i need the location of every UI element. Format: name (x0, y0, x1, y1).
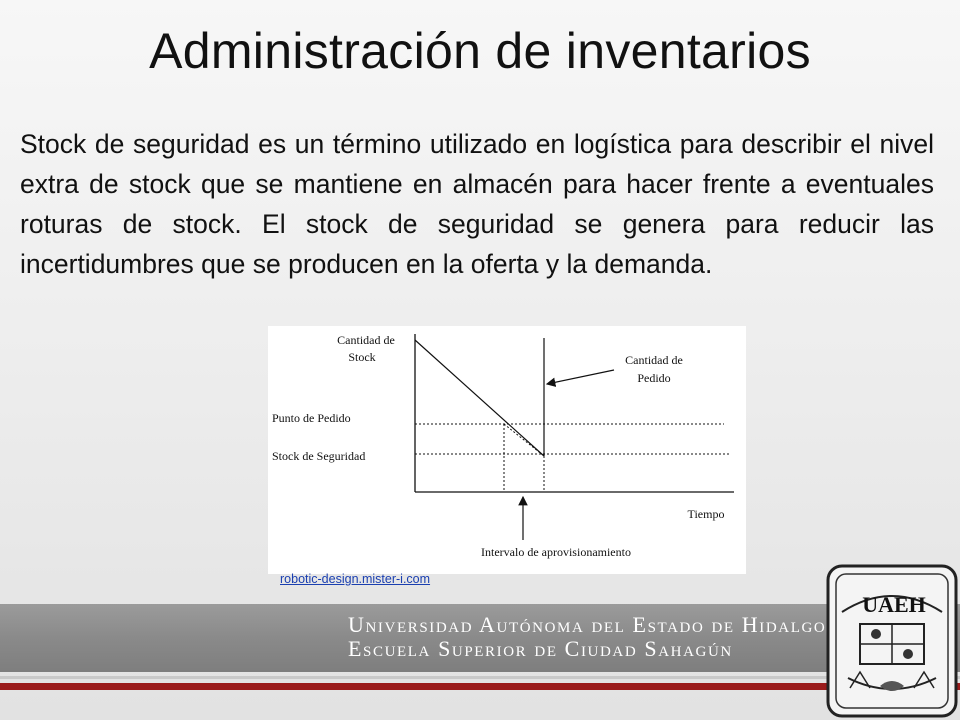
order-qty-label-line1: Cantidad de (625, 353, 683, 367)
order-qty-arrow (547, 370, 614, 384)
school-name: Escuela Superior de Ciudad Sahagún (348, 636, 733, 661)
x-axis-label: Tiempo (687, 507, 725, 521)
stock-decline-line (415, 340, 544, 456)
y-axis-label-line2: Stock (348, 350, 376, 364)
order-qty-label-line2: Pedido (637, 371, 671, 385)
slide-body-text: Stock de seguridad es un término utilizado en logística para describir el nivel extra de stock que se mantiene en almacén para hacer frente a eventuales roturas de stock. El stock de seguridad se genera para reducir las incertidumbres que se producen en la oferta y la demanda. (20, 129, 934, 279)
seal-text: UAEH (862, 592, 926, 617)
footer-light-stripe (0, 676, 960, 679)
reorder-point-label: Punto de Pedido (272, 411, 351, 425)
source-link[interactable]: robotic-design.mister-i.com (280, 572, 431, 586)
slide-title: Administración de inventarios (149, 23, 811, 79)
university-seal-icon (820, 560, 960, 720)
university-name: Universidad Autónoma del Estado de Hidalgo (348, 612, 827, 637)
y-axis-label-line1: Cantidad de (337, 333, 395, 347)
safety-stock-label: Stock de Seguridad (272, 449, 366, 463)
footer-accent-stripe (0, 683, 960, 690)
lead-time-label: Intervalo de aprovisionamiento (481, 545, 631, 559)
safety-stock-diagram (268, 326, 746, 574)
diagram-svg (268, 326, 746, 574)
